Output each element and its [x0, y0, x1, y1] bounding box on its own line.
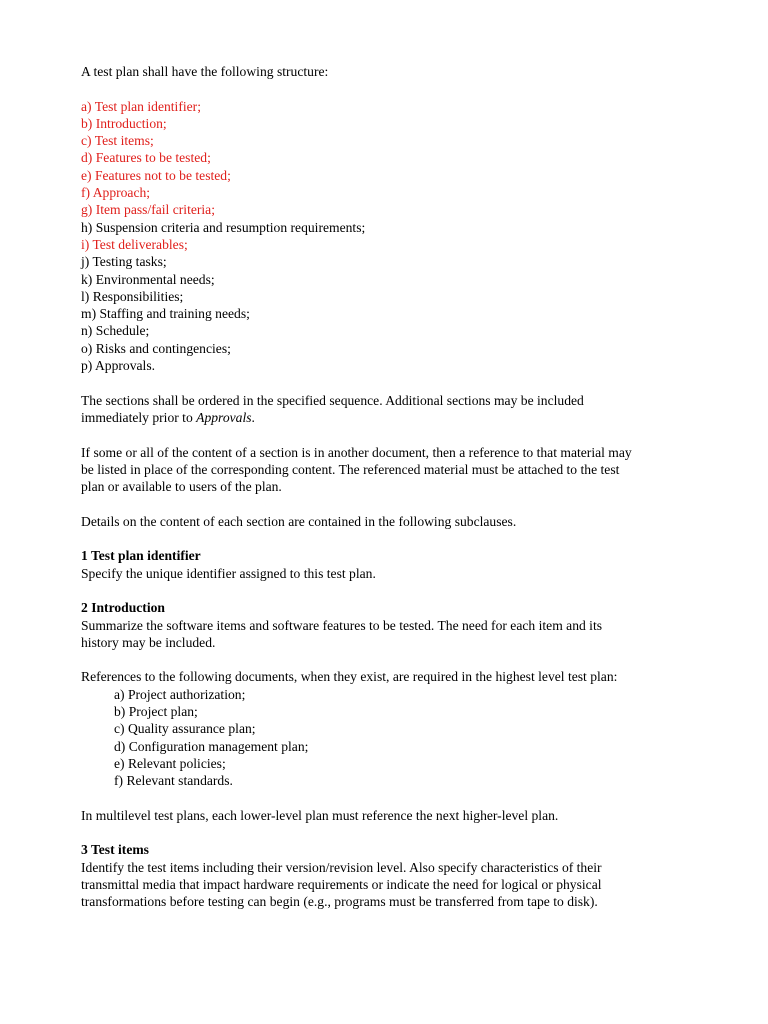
structure-item-j: j) Testing tasks; — [81, 254, 167, 270]
spacer — [81, 789, 721, 806]
reference-paragraph — [81, 444, 721, 496]
section-3-body-line-2: transmittal media that impact hardware requirements or indicate the need for logical or physical — [81, 876, 602, 892]
multilevel-note: In multilevel test plans, each lower-level plan must reference the next higher-level plan. — [81, 807, 559, 823]
section-1-heading: 1 Test plan identifier — [81, 548, 201, 564]
spacer — [81, 651, 721, 668]
section-3 — [81, 841, 721, 910]
reference-line-1: If some or all of the content of a section is in another document, then a reference to that material may — [81, 444, 632, 460]
order-paragraph — [81, 392, 721, 427]
section-3-body-line-1: Identify the test items including their version/revision level. Also specify characteristics of their — [81, 859, 602, 875]
order-line-2-prefix: immediately prior to — [81, 409, 197, 425]
structure-item-p: p) Approvals. — [81, 358, 156, 374]
structure-item-d: d) Features to be tested; — [81, 150, 211, 166]
section-1 — [81, 547, 721, 582]
reference-item: e) Relevant policies; — [114, 755, 226, 771]
reference-item: d) Configuration management plan; — [114, 738, 309, 754]
reference-item: c) Quality assurance plan; — [114, 721, 256, 737]
structure-item-m: m) Staffing and training needs; — [81, 306, 250, 322]
structure-item-i: i) Test deliverables; — [81, 236, 188, 252]
structure-list — [81, 98, 721, 375]
structure-item-h: h) Suspension criteria and resumption requirements; — [81, 219, 366, 235]
section-2-body-line-1: Summarize the software items and software features to be tested. The need for each item and its — [81, 617, 603, 633]
section-2 — [81, 599, 721, 824]
spacer — [81, 80, 721, 97]
structure-item-a: a) Test plan identifier; — [81, 98, 201, 114]
spacer — [81, 495, 721, 512]
spacer — [81, 582, 721, 599]
reference-item: f) Relevant standards. — [114, 773, 233, 789]
structure-item-o: o) Risks and contingencies; — [81, 340, 231, 356]
structure-item-b: b) Introduction; — [81, 115, 167, 131]
spacer — [81, 374, 721, 391]
structure-item-g: g) Item pass/fail criteria; — [81, 202, 215, 218]
structure-item-k: k) Environmental needs; — [81, 271, 215, 287]
reference-item: a) Project authorization; — [114, 686, 246, 702]
section-3-heading: 3 Test items — [81, 842, 149, 858]
order-line-2 — [81, 409, 721, 426]
references-list — [81, 686, 721, 790]
section-1-body: Specify the unique identifier assigned to this test plan. — [81, 565, 376, 581]
reference-line-2: be listed in place of the corresponding content. The referenced material must be attached to the test — [81, 461, 620, 477]
reference-line-3: plan or available to users of the plan. — [81, 479, 282, 495]
section-3-body-line-3: transformations before testing can begin (e.g., programs must be transferred from tape to disk). — [81, 894, 598, 910]
references-intro: References to the following documents, when they exist, are required in the highest level test plan: — [81, 669, 618, 685]
structure-item-c: c) Test items; — [81, 133, 154, 149]
document-page — [81, 63, 721, 911]
details-paragraph: Details on the content of each section are contained in the following subclauses. — [81, 513, 517, 529]
spacer — [81, 426, 721, 443]
spacer — [81, 530, 721, 547]
intro-text: A test plan shall have the following structure: — [81, 64, 329, 79]
section-2-heading: 2 Introduction — [81, 600, 165, 616]
structure-item-e: e) Features not to be tested; — [81, 167, 231, 183]
structure-item-n: n) Schedule; — [81, 323, 150, 339]
order-line-1: The sections shall be ordered in the specified sequence. Additional sections may be included — [81, 392, 584, 408]
spacer — [81, 824, 721, 841]
order-line-2-suffix: . — [251, 409, 255, 425]
structure-item-l: l) Responsibilities; — [81, 288, 184, 304]
approvals-italic: Approvals — [196, 409, 252, 425]
section-2-body-line-2: history may be included. — [81, 634, 216, 650]
reference-item: b) Project plan; — [114, 703, 198, 719]
structure-item-f: f) Approach; — [81, 185, 151, 201]
